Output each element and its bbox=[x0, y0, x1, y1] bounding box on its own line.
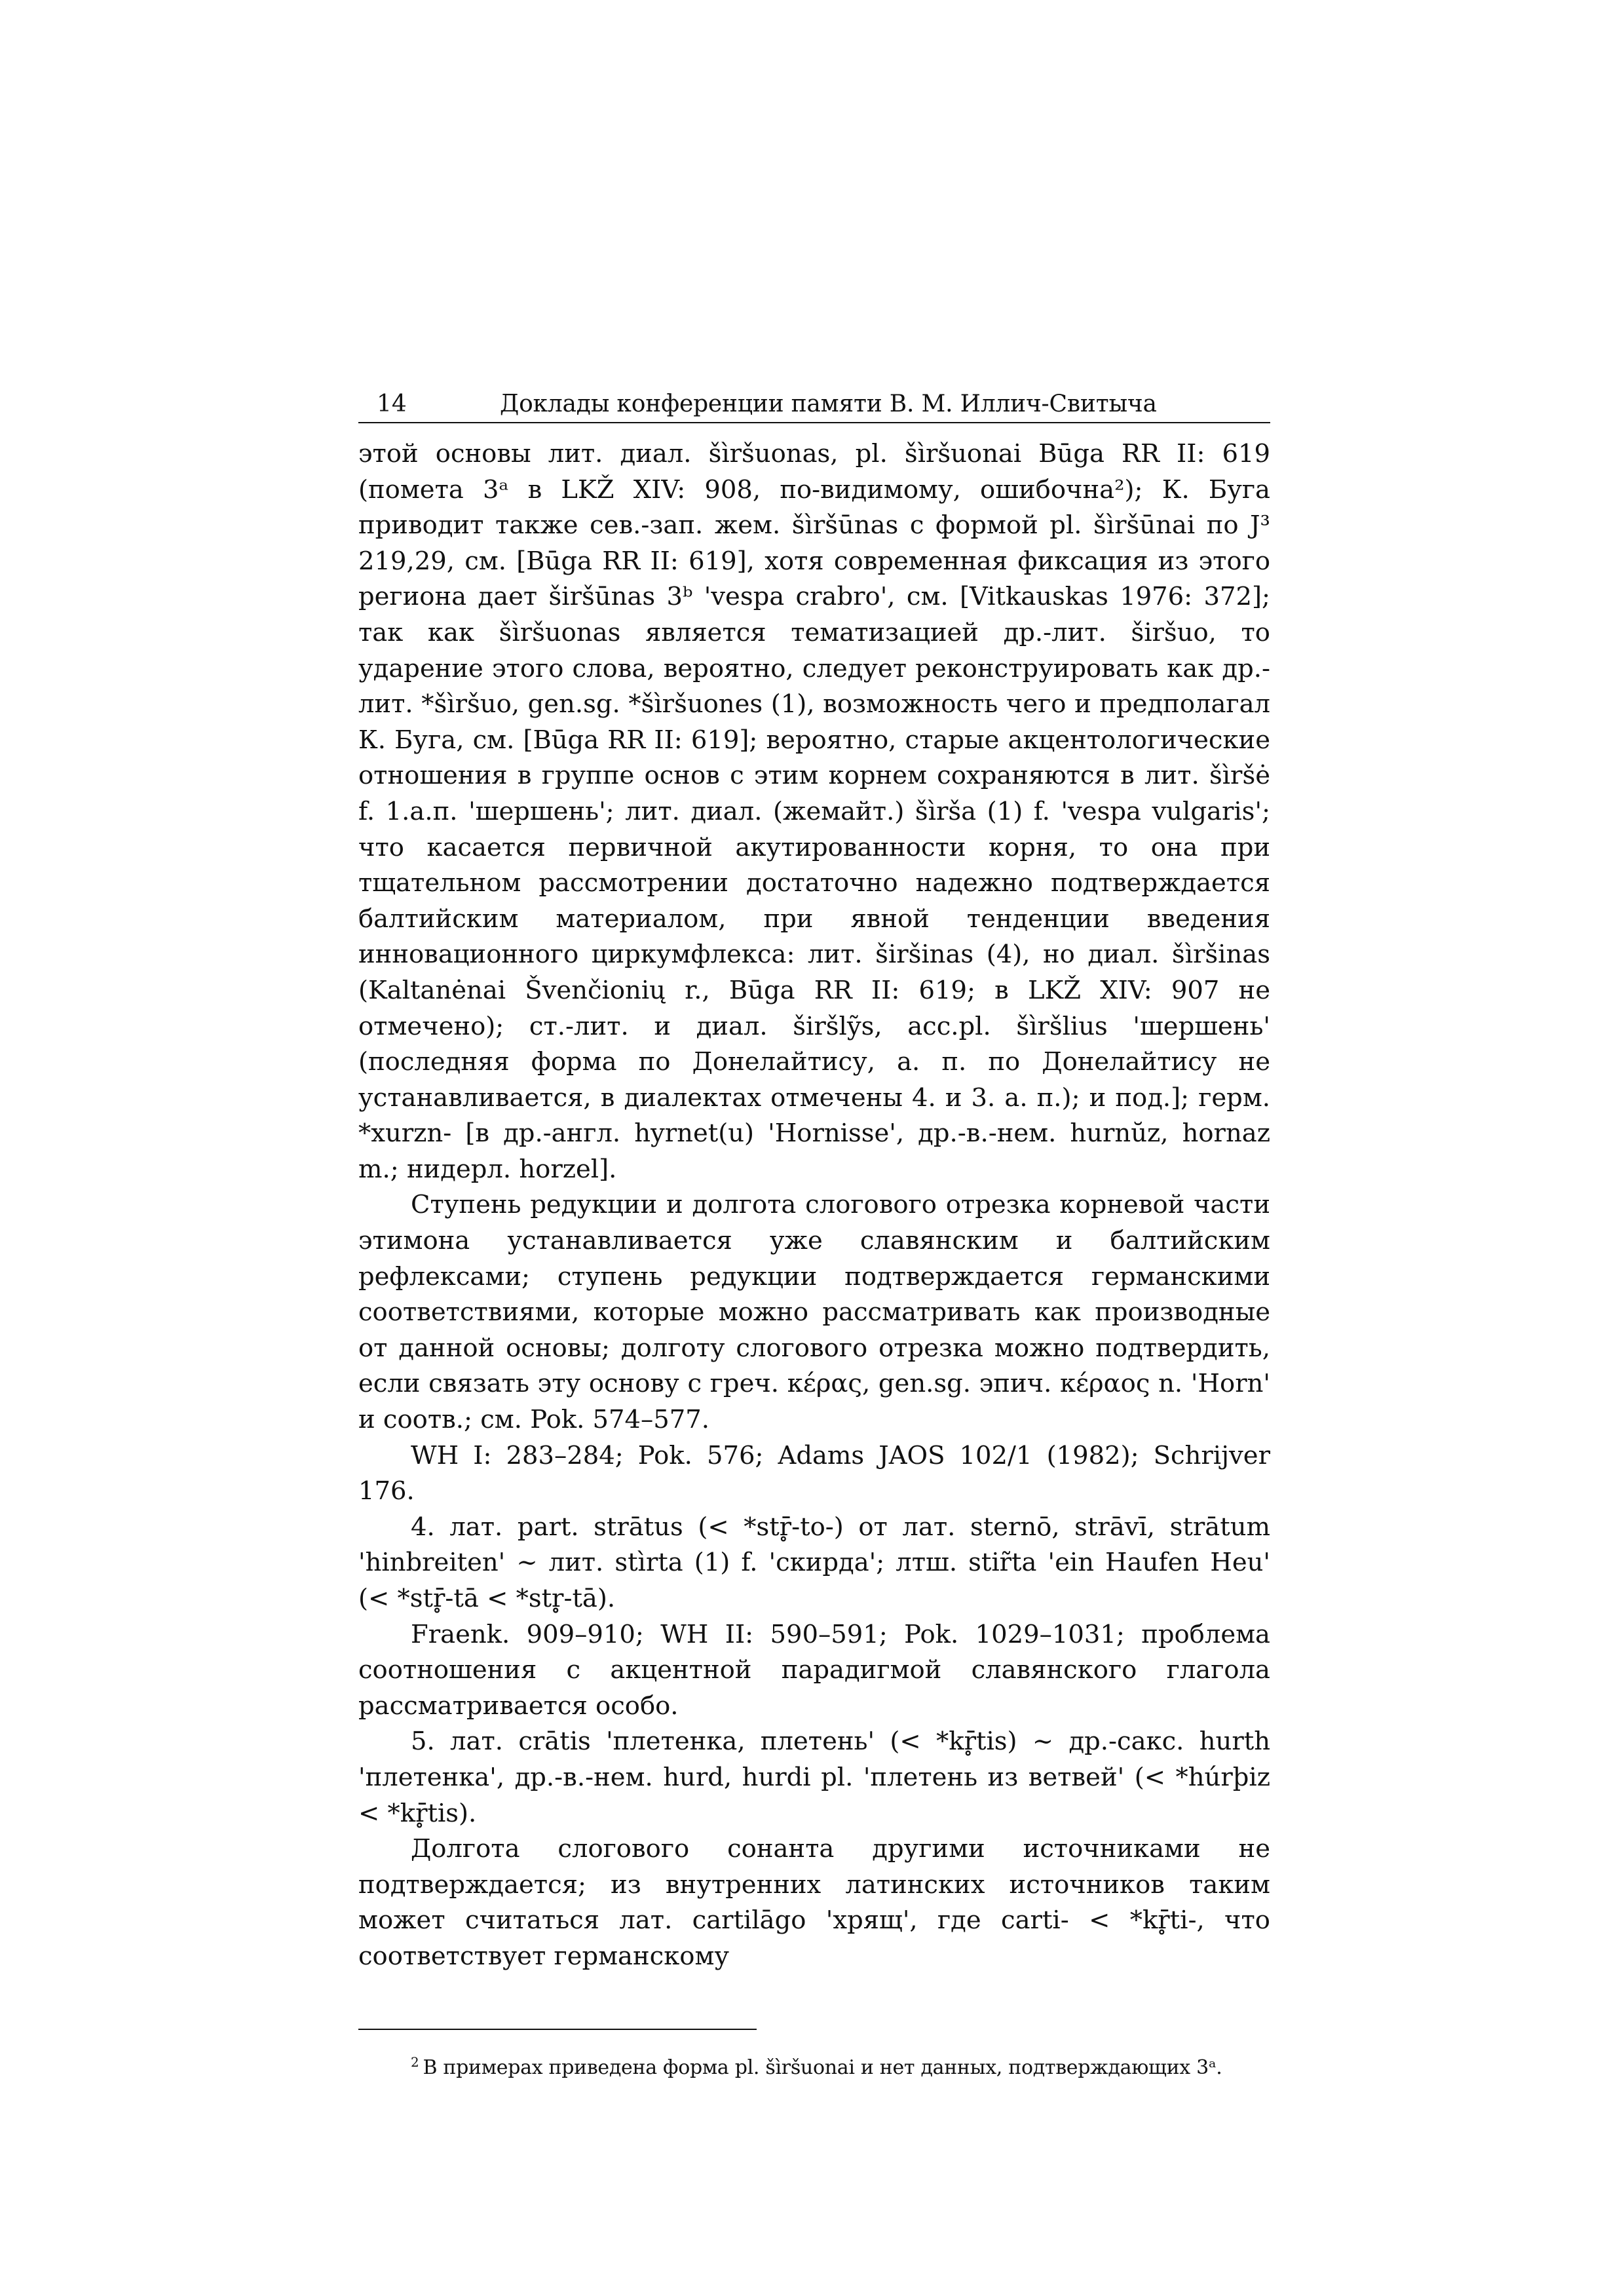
paragraph-7: Долгота слогового сонанта другими источниками не подтверждается; из внутренних латинских источников таким может считаться лат. cartilāgo 'хрящ', где carti- < *kr̥̄ti-, что соответствует германскому bbox=[358, 1834, 1270, 1971]
body-text bbox=[358, 436, 1270, 1975]
paragraph-4: 4. лат. part. strātus (< *str̥̄-to-) от лат. sternō, strāvī, strātum 'hinbreiten' ~ лит. stìrta (1) f. 'скирда'; лтш. stir̃ta 'ein Haufen Heu' (< *str̥̄-tā < *str̥̥-tā). bbox=[358, 1512, 1270, 1613]
page-number: 14 bbox=[377, 391, 407, 417]
book-page bbox=[358, 387, 1270, 2082]
paragraph-6: 5. лат. crātis 'плетенка, плетень' (< *kr̥̄tis) ~ др.-сакс. hurth 'плетенка', др.-в.-нем. hurd, hurdi pl. 'плетень из ветвей' (< *húrþiz < *kr̥̄tis). bbox=[358, 1727, 1270, 1828]
footnote-text: В примерах приведена форма pl. šìršuonai и нет данных, подтверждающих 3ᵃ. bbox=[423, 2056, 1222, 2079]
footnote bbox=[358, 2048, 1270, 2082]
footnote-marker: 2 bbox=[411, 2054, 419, 2070]
paragraph-2: Ступень редукции и долгота слогового отрезка корневой части этимона устанавливается уже славянским и балтийским рефлексами; ступень редукции подтверждается германскими соответствиями, которые можно рассматривать как производные от данной основы; долготу слогового отрезка можно подтвердить, если связать эту основу с греч. κέρας, gen.sg. эпич. κέραος n. 'Horn' и соотв.; см. Pok. 574–577. bbox=[358, 1190, 1270, 1435]
running-title: Доклады конференции памяти В. М. Иллич-Свитыча bbox=[500, 391, 1157, 417]
running-head bbox=[358, 387, 1270, 423]
footnote-rule bbox=[358, 2029, 757, 2030]
paragraph-5: Fraenk. 909–910; WH II: 590–591; Pok. 1029–1031; проблема соотношения с акцентной парадигмой славянского глагола рассматривается особо. bbox=[358, 1619, 1270, 1721]
paragraph-3: WH I: 283–284; Pok. 576; Adams JAOS 102/1 (1982); Schrijver 176. bbox=[358, 1440, 1270, 1506]
paragraph-1: этой основы лит. диал. šìršuonas, pl. šìršuonai Būga RR II: 619 (помета 3ᵃ в LKŽ XIV: 908, по-видимому, ошибочна²); К. Буга приводит также сев.-зап. жем. šìršūnas с формой pl. šìršūnai по J³ 219,29, см. [Būga RR II: 619], хотя современная фиксация из этого региона дает širšūnas 3ᵇ 'vespa crabro', см. [Vitkauskas 1976: 372]; так как šìršuonas является тематизацией др.-лит. širšuo, то ударение этого слова, вероятно, следует реконструировать как др.-лит. *šìršuo, gen.sg. *šìršuones (1), возможность чего и предполагал К. Буга, см. [Būga RR II: 619]; вероятно, старые акцентологические отношения в группе основ с этим корнем сохраняются в лит. šìršė f. 1.а.п. 'шершень'; лит. диал. (жемайт.) šìrša (1) f. 'vespa vulgaris'; что касается первичной акутированности корня, то она при тщательном рассмотрении достаточно надежно подтверждается балтийским материалом, при явной тенденции введения инновационного циркумфлекса: лит. širšinas (4), но диал. šìršinas (Kaltanėnai Švenčionių r., Būga RR II: 619; в LKŽ XIV: 907 не отмечено); ст.-лит. и диал. širšlỹs, acc.pl. šìršlius 'шершень' (последняя форма по Донелайтису, а. п. по Донелайтису не устанавливается, в диалектах отмечены 4. и 3. а. п.); и под.]; герм. *xurzn- [в др.-англ. hyrnet(u) 'Hornisse', др.-в.-нем. hurnŭz, hornaz m.; нидерл. horzel]. bbox=[358, 439, 1270, 1184]
